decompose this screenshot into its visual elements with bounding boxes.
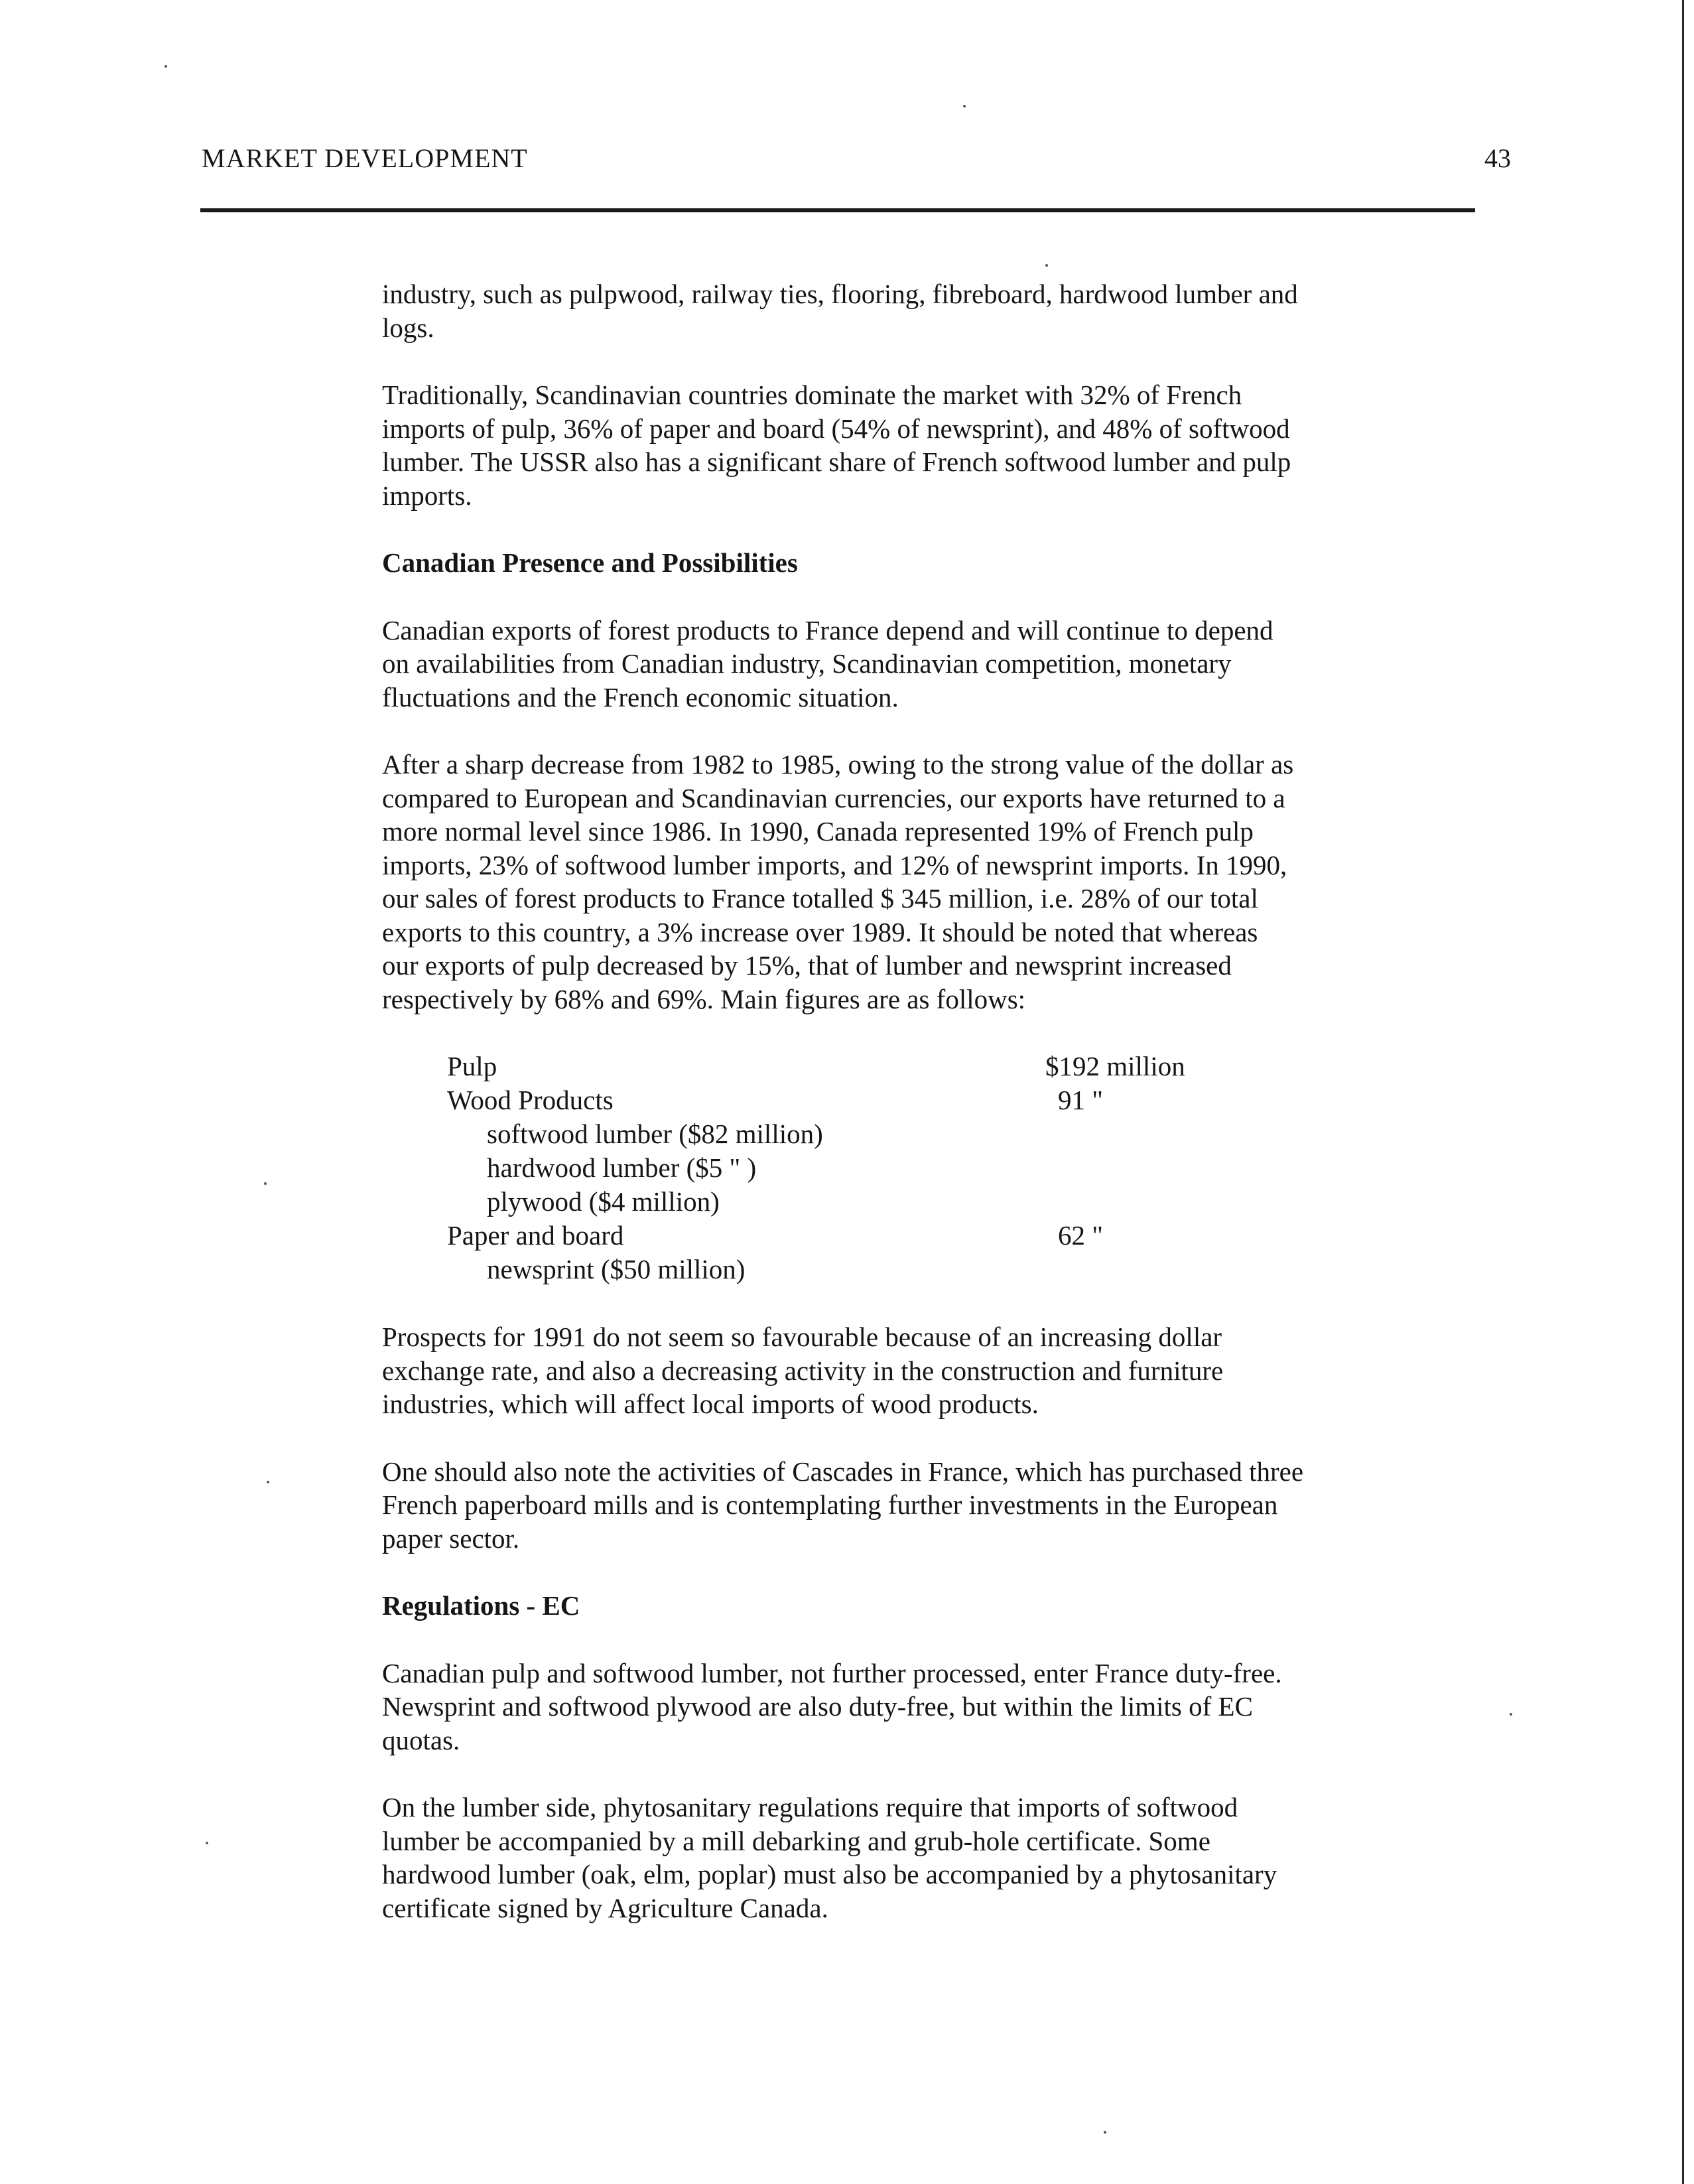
figure-row [382, 1151, 1523, 1185]
scan-speck [206, 1842, 208, 1844]
figure-label: Wood Products [447, 1085, 614, 1115]
figure-value: 62 " [1058, 1220, 1103, 1251]
paragraph-duty-free: Canadian pulp and softwood lumber, not further processed, enter France duty-free. Newsprint and softwood plywood are also duty-free, but within the limits of EC quotas. [382, 1657, 1282, 1755]
scan-speck [1510, 1713, 1512, 1716]
paragraph-export-dependence: Canadian exports of forest products to France depend and will continue to depend on availabilities from Canadian industry, Scandinavian competition, monetary fluctuations and the French economic situation. [382, 614, 1273, 713]
main-figures-list [382, 1050, 1523, 1286]
paragraph-phytosanitary: On the lumber side, phytosanitary regulations require that imports of softwood lumber be accompanied by a mill debarking and grub-hole certificate. Some hardwood lumber (oak, elm, poplar) must also be accompanied by a phytosanitary certificate signed by Agriculture Canada. [382, 1792, 1277, 1923]
page-number: 43 [1484, 143, 1511, 173]
figure-row [382, 1185, 1523, 1219]
paragraph-cascades-activities: One should also note the activities of Cascades in France, which has purchased three French paperboard mills and is contemplating further investments in the European paper sector. [382, 1456, 1304, 1554]
scan-speck [963, 105, 966, 107]
figure-row [382, 1253, 1523, 1286]
figure-row [382, 1117, 1523, 1151]
figure-sublabel: softwood lumber ($82 million) [487, 1119, 823, 1149]
paragraph-scandinavian-dominance: Traditionally, Scandinavian countries dominate the market with 32% of French imports of pulp, 36% of paper and board (54% of newsprint), and 48% of softwood lumber. The USSR also has a significant share of French softwood lumber and pulp imports. [382, 379, 1291, 511]
figure-value: $192 million [1045, 1051, 1185, 1081]
scan-speck [267, 1481, 269, 1483]
scan-speck [164, 65, 167, 68]
running-header-title: MARKET DEVELOPMENT [202, 143, 528, 173]
scan-page-edge [1682, 0, 1684, 2184]
section-heading-canadian-presence: Canadian Presence and Possibilities [382, 547, 798, 578]
paragraph-prospects-1991: Prospects for 1991 do not seem so favourable because of an increasing dollar exchange rate, and also a decreasing activity in the construction and furniture industries, which will affect local imports of wood products. [382, 1322, 1224, 1419]
section-heading-regulations: Regulations - EC [382, 1590, 580, 1621]
header-rule [200, 208, 1475, 212]
scan-speck [1104, 2131, 1106, 2134]
figure-row [382, 1083, 1523, 1117]
paragraph-industry-continuation: industry, such as pulpwood, railway ties, flooring, fibreboard, hardwood lumber and logs. [382, 279, 1298, 343]
figure-value: 91 " [1058, 1085, 1103, 1115]
figure-sublabel: newsprint ($50 million) [487, 1254, 746, 1284]
scan-speck [264, 1182, 267, 1185]
scan-speck [1045, 264, 1048, 267]
figure-sublabel: hardwood lumber ($5 " ) [487, 1152, 757, 1183]
body-text [382, 277, 1523, 1958]
figure-row [382, 1219, 1523, 1253]
figure-label: Paper and board [447, 1220, 624, 1251]
figure-sublabel: plywood ($4 million) [487, 1186, 720, 1217]
figure-label: Pulp [447, 1051, 497, 1081]
paragraph-export-trends: After a sharp decrease from 1982 to 1985, owing to the strong value of the dollar as compared to European and Scandinavian currencies, our exports have returned to a more normal level since 1986. In 1990, Canada represented 19% of French pulp imports, 23% of softwood lumber imports, and 12% of newsprint imports. In 1990, our sales of forest products to France totalled $ 345 million, i.e. 28% of our total exports to this country, a 3% increase over 1989. It should be noted that whereas our exports of pulp decreased by 15%, that of lumber and newsprint increased respectively by 68% and 69%. Main figures are as follows: [382, 749, 1294, 1014]
figure-row [382, 1050, 1523, 1083]
